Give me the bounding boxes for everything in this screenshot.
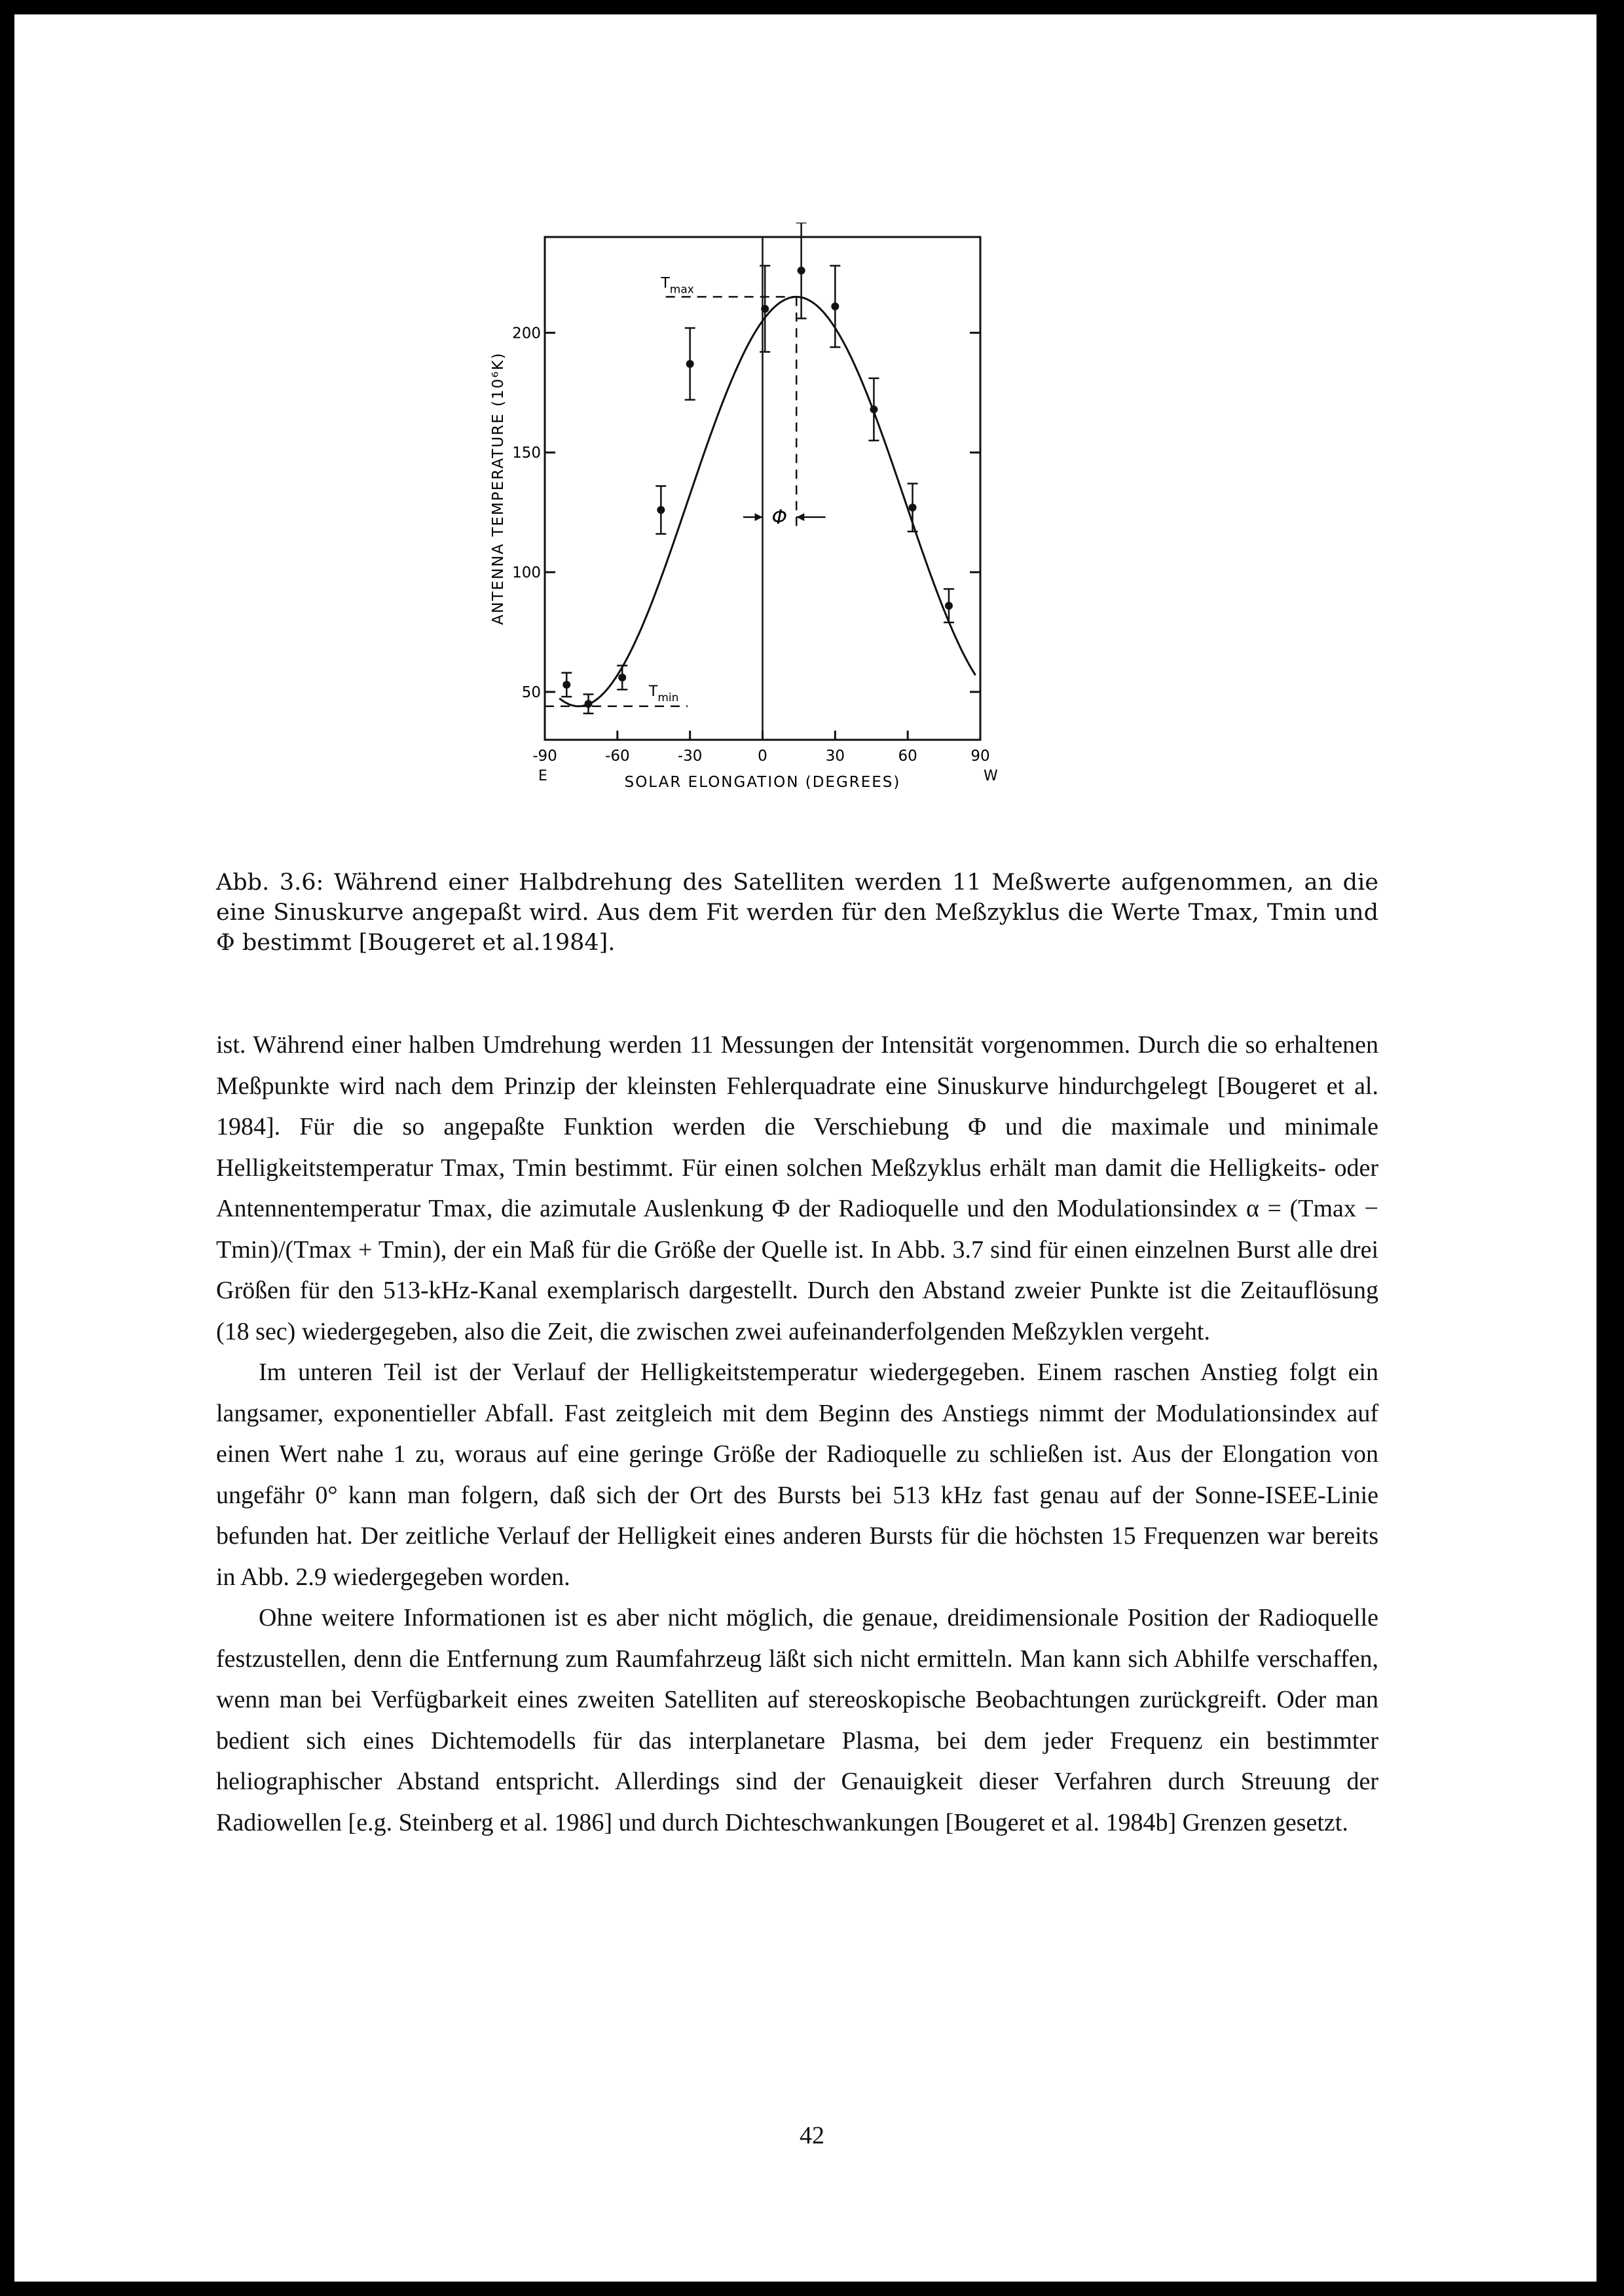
scan-border-bottom — [0, 2282, 1624, 2296]
y-tick-label: 200 — [512, 325, 541, 342]
y-tick-label: 50 — [521, 683, 541, 701]
guide-lines — [545, 297, 826, 706]
paragraph: Im unteren Teil ist der Verlauf der Helligkeitstemperatur wiedergegeben. Einem raschen Anstieg folgt ein langsamer, exponentieller Abfall. Fast zeitgleich mit dem Beginn des Anstiegs nimmt der Modulationsindex auf einen Wert nahe 1 zu, woraus auf eine geringe Größe der Radioquelle zu schließen ist. Aus der Elongation von ungefähr 0° kann man folgern, daß sich der Ort des Bursts bei 513 kHz fast genau auf der Sonne-ISEE-Linie befunden hat. Der zeitliche Verlauf der Helligkeit eines anderen Bursts für die höchsten 15 Frequenzen war bereits in Abb. 2.9 wiedergegeben worden. — [216, 1358, 1378, 1591]
phi-annotation: Φ — [771, 505, 788, 529]
paragraph: ist. Während einer halben Umdrehung werden 11 Messungen der Intensität vorgenommen. Durch die so erhaltenen Meßpunkte wird nach dem Prinzip der kleinsten Fehlerquadrate eine Sinuskurve hindurchgelegt [Bougeret et al. 1984]. Für die so angepaßte Funktion werden die Verschiebung Φ und die maximale und minimale Helligkeitstemperatur Tmax, Tmin bestimmt. Für einen solchen Meßzyklus erhält man damit die Helligkeits- oder Antennentemperatur Tmax, die azimutale Auslenkung Φ der Radioquelle und den Modulationsindex α = (Tmax − Tmin)/(Tmax + Tmin), der ein Maß für die Größe der Quelle ist. In Abb. 3.7 sind für einen einzelnen Burst alle drei Größen für den 513-kHz-Kanal exemplarisch dargestellt. Durch den Abstand zweier Punkte ist die Zeitauflösung (18 sec) wiedergegeben, also die Zeit, die zwischen zwei aufeinanderfolgenden Meßzyklen vergeht. — [216, 1031, 1378, 1345]
data-point — [618, 674, 626, 682]
figure-caption — [216, 867, 1378, 958]
scan-border-right — [1596, 0, 1624, 2296]
x-tick-label: 0 — [758, 748, 767, 765]
y-tick-label: 100 — [512, 564, 541, 581]
chart-svg — [485, 223, 1008, 812]
data-point — [585, 700, 593, 708]
scan-border-left — [0, 0, 14, 2296]
x-axis-east-label: E — [538, 768, 547, 784]
x-tick-label: 30 — [825, 748, 845, 765]
data-point — [870, 405, 877, 413]
data-point — [909, 503, 917, 511]
x-tick-label: -90 — [532, 748, 557, 765]
data-point — [563, 681, 570, 689]
y-axis-label: ANTENNA TEMPERATURE (10⁶K) — [490, 352, 507, 625]
x-tick-label: -30 — [677, 748, 703, 765]
axis-tick-labels — [512, 325, 990, 765]
x-tick-label: 90 — [970, 748, 990, 765]
x-tick-label: 60 — [898, 748, 917, 765]
data-point — [761, 305, 769, 313]
phi-arrowhead-left — [755, 513, 763, 521]
tmax-annotation: $T_{max}$ — [661, 275, 694, 297]
data-point — [945, 602, 953, 610]
x-axis-west-label: W — [984, 768, 998, 784]
x-tick-label: -60 — [605, 748, 630, 765]
body-text — [216, 1025, 1378, 1843]
scan-border-top — [0, 0, 1624, 14]
data-point — [831, 302, 839, 310]
tmin-annotation: $T_{min}$ — [648, 683, 679, 704]
caption-text: Während einer Halbdrehung des Satelliten werden 11 Meßwerte aufgenommen, an die eine Sinuskurve angepaßt wird. Aus dem Fit werden für den Meßzyklus die Werte Tmax, Tmin und Φ bestimmt [Bougeret et al.1984]. — [216, 869, 1378, 956]
x-axis-label: SOLAR ELONGATION (DEGREES) — [624, 774, 901, 791]
data-point — [686, 360, 694, 368]
y-tick-label: 150 — [512, 445, 541, 462]
figure-antenna-temperature — [485, 223, 1008, 812]
caption-label: Abb. 3.6: — [216, 869, 324, 896]
page-number: 42 — [800, 2122, 824, 2149]
paragraph: Ohne weitere Informationen ist es aber nicht möglich, die genaue, dreidimensionale Position der Radioquelle festzustellen, denn die Entfernung zum Raumfahrzeug läßt sich nicht ermitteln. Man kann sich Abhilfe verschaffen, wenn man bei Verfügbarkeit eines zweiten Satelliten auf stereoskopische Beobachtungen zurückgreift. Oder man bedient sich eines Dichtemodells für das interplanetare Plasma, bei dem jeder Frequenz ein bestimmter heliographischer Abstand entspricht. Allerdings sind der Genauigkeit dieser Verfahren durch Streuung der Radiowellen [e.g. Steinberg et al. 1986] und durch Dichteschwankungen [Bougeret et al. 1984b] Grenzen gesetzt. — [216, 1604, 1378, 1836]
data-points — [561, 223, 954, 714]
data-point — [798, 266, 805, 274]
phi-arrowhead-right — [796, 513, 804, 521]
data-point — [657, 506, 665, 514]
